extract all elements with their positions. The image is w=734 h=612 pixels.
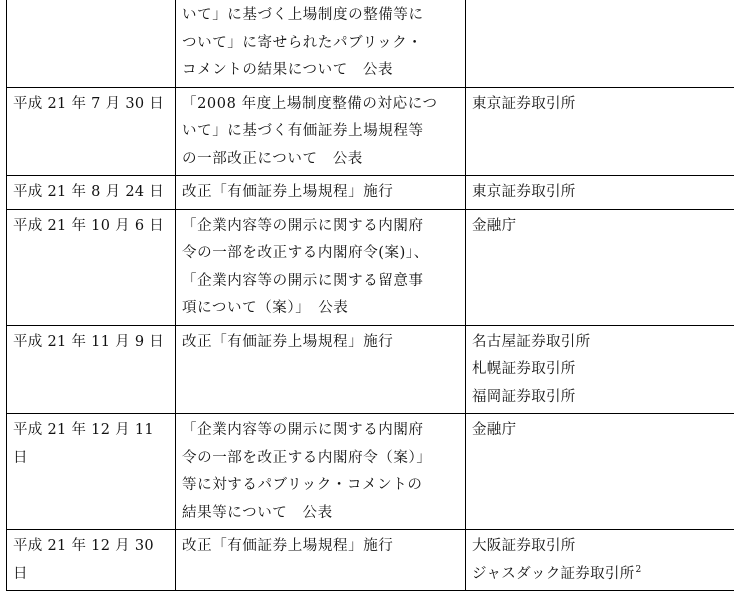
description-line: 「企業内容等の開示に関する留意事	[182, 272, 424, 289]
description-line: 結果等について 公表	[182, 504, 333, 521]
organization-name: 大阪証券取引所	[472, 538, 576, 554]
date-text: 平成 21 年 12 月 30 日	[13, 538, 154, 582]
description-line: の一部改正について 公表	[182, 150, 363, 167]
table-row	[7, 87, 734, 176]
description-line: いて」に基づく上場制度の整備等に	[182, 7, 424, 23]
organization-cell	[466, 0, 734, 87]
date-cell	[7, 325, 176, 414]
organization-name: 東京証券取引所	[472, 184, 576, 200]
date-text: 平成 21 年 7 月 30 日	[13, 95, 165, 112]
table-row	[7, 530, 734, 591]
organization-name: 金融庁	[472, 422, 517, 438]
description-cell	[176, 414, 466, 530]
date-text: 平成 21 年 10 月 6 日	[13, 217, 165, 234]
organization-cell	[466, 209, 734, 325]
organization-name: 金融庁	[472, 217, 517, 234]
description-line: 「企業内容等の開示に関する内閣府	[182, 422, 424, 438]
date-cell	[7, 176, 176, 210]
description-cell	[176, 325, 466, 414]
date-cell	[7, 0, 176, 87]
date-cell	[7, 87, 176, 176]
organization-cell	[466, 530, 734, 591]
description-line: いて」に基づく有価証券上場規程等	[182, 123, 424, 139]
description-line: ついて」に寄せられたパブリック・	[182, 34, 423, 51]
date-text: 平成 21 年 8 月 24 日	[13, 184, 165, 200]
description-line: 令の一部を改正する内閣府令(案)」、	[182, 245, 429, 261]
description-cell	[176, 530, 466, 591]
description-line: 改正「有価証券上場規程」施行	[182, 333, 394, 350]
table-row	[7, 209, 734, 325]
description-line: 「2008 年度上場制度整備の対応につ	[182, 95, 438, 112]
organization-name: 福岡証券取引所	[472, 388, 576, 405]
organization-cell	[466, 414, 734, 530]
description-line: 項について（案）」 公表	[182, 300, 349, 316]
date-cell	[7, 530, 176, 591]
organization-cell	[466, 325, 734, 414]
description-line: 令の一部を改正する内閣府令（案）」	[182, 449, 432, 466]
description-cell	[176, 176, 466, 210]
organization-cell	[466, 176, 734, 210]
description-cell	[176, 0, 466, 87]
organization-name: ジャスダック証券取引所	[472, 565, 635, 582]
table-row	[7, 176, 734, 210]
table-row	[7, 414, 734, 530]
description-cell	[176, 209, 466, 325]
date-text: 平成 21 年 12 月 11 日	[13, 422, 154, 466]
organization-cell	[466, 87, 734, 176]
description-line: 改正「有価証券上場規程」施行	[182, 538, 394, 554]
date-text: 平成 21 年 11 月 9 日	[13, 333, 165, 350]
description-line: 「企業内容等の開示に関する内閣府	[182, 217, 424, 234]
table-row	[7, 0, 734, 87]
footnote-marker: 2	[635, 564, 642, 575]
description-line: コメントの結果について 公表	[182, 62, 394, 78]
description-line: 改正「有価証券上場規程」施行	[182, 184, 394, 200]
organization-name-with-footnote	[472, 561, 729, 589]
organization-name: 札幌証券取引所	[472, 361, 576, 377]
chronology-table	[6, 0, 734, 591]
date-cell	[7, 414, 176, 530]
organization-name: 名古屋証券取引所	[472, 333, 591, 350]
date-cell	[7, 209, 176, 325]
description-cell	[176, 87, 466, 176]
table-row	[7, 325, 734, 414]
organization-name: 東京証券取引所	[472, 95, 576, 112]
description-line: 等に対するパブリック・コメントの	[182, 477, 423, 493]
